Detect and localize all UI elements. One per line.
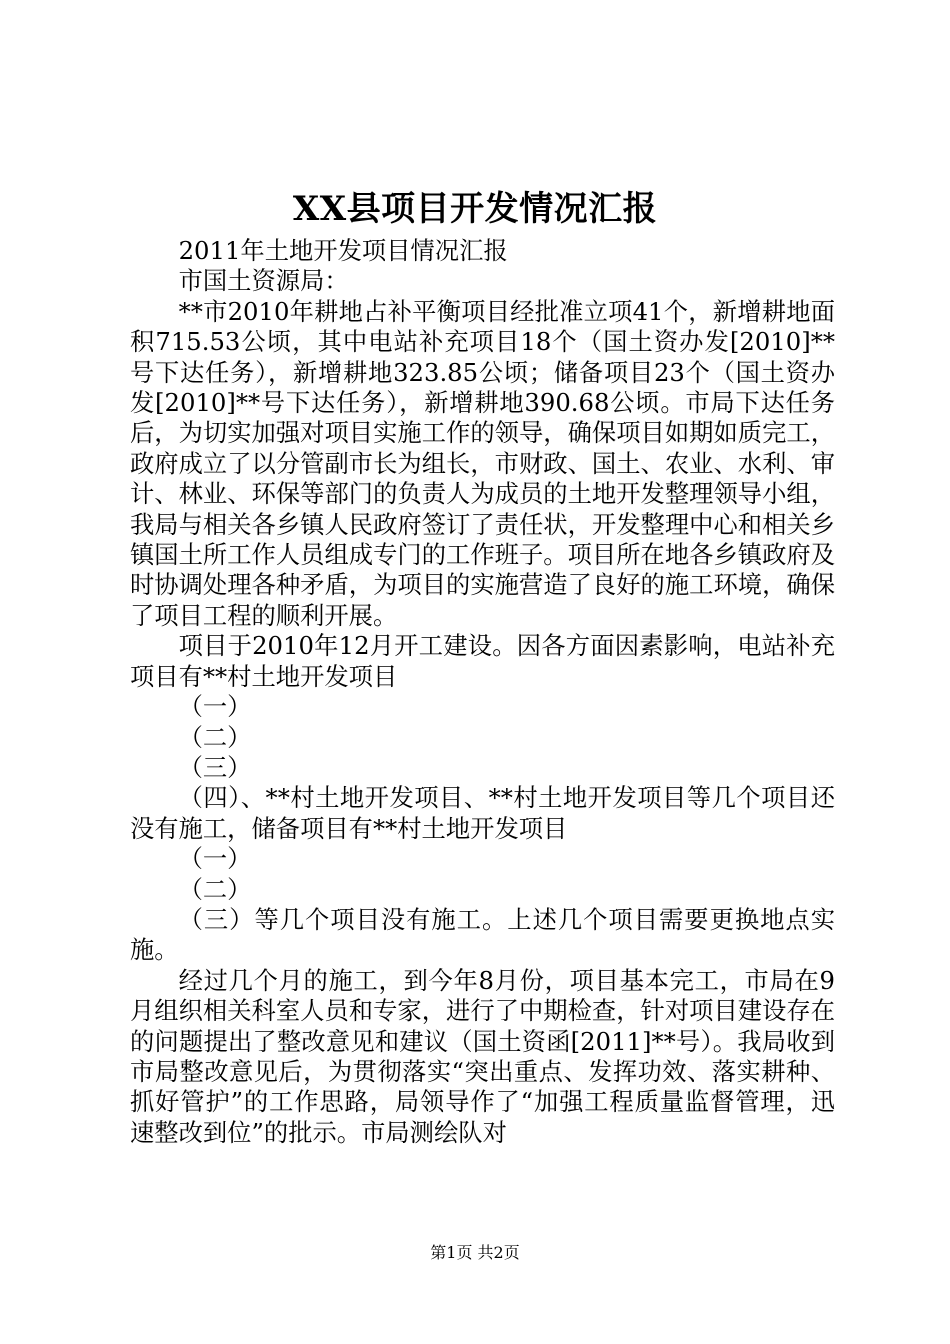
paragraph-overview: **市2010年耕地占补平衡项目经批准立项41个，新增耕地面积715.53公顷，其中电站补充项目18个（国土资办发[2010]**号下达任务），新增耕地323.85公顷；储备项目23个（国土资办发[2010]**号下达任务），新增耕地390.68公顷。市局下达任务后，为切实加强对项目实施工作的领导，确保项目如期如质完工，政府成立了以分管副市长为组长，市财政、国土、农业、水利、审计、林业、环保等部门的负责人为成员的土地开发整理领导小组，我局与相关各乡镇人民政府签订了责任状，开发整理中心和相关乡镇国土所工作人员组成专门的工作班子。项目所在地各乡镇政府及时协调处理各种矛盾，为项目的实施营造了良好的施工环境，确保了项目工程的顺利开展。 <box>130 296 835 630</box>
paragraph-construction: 项目于2010年12月开工建设。因各方面因素影响，电站补充项目有**村土地开发项目 <box>130 631 835 691</box>
page-footer: 第1页 共2页 <box>430 1243 520 1262</box>
list-item: （三） <box>178 752 252 782</box>
salutation-line: 市国土资源局： <box>178 266 349 296</box>
paragraph-relocation: （三）等几个项目没有施工。上述几个项目需要更换地点实施。 <box>130 904 835 965</box>
list-item: （二） <box>178 874 252 904</box>
list-item: （二） <box>178 722 252 752</box>
paragraph-unbuilt-projects: （四）、**村土地开发项目、**村土地开发项目等几个项目还没有施工，储备项目有**村土地开发项目 <box>130 783 835 843</box>
list-item: （一） <box>178 844 252 874</box>
list-item: （一） <box>178 692 252 722</box>
document-title: XX县项目开发情况汇报 <box>292 189 658 229</box>
subtitle-line: 2011年土地开发项目情况汇报 <box>178 236 508 265</box>
paragraph-inspection: 经过几个月的施工，到今年8月份，项目基本完工，市局在9月组织相关科室人员和专家，进行了中期检查，针对项目建设存在的问题提出了整改意见和建议（国土资函[2011]**号）。我局收到市局整改意见后，为贯彻落实“突出重点、发挥功效、落实耕种、抓好管护”的工作思路，局领导作了“加强工程质量监督管理，迅速整改到位”的批示。市局测绘队对 <box>130 965 835 1147</box>
document-body <box>130 236 835 1148</box>
